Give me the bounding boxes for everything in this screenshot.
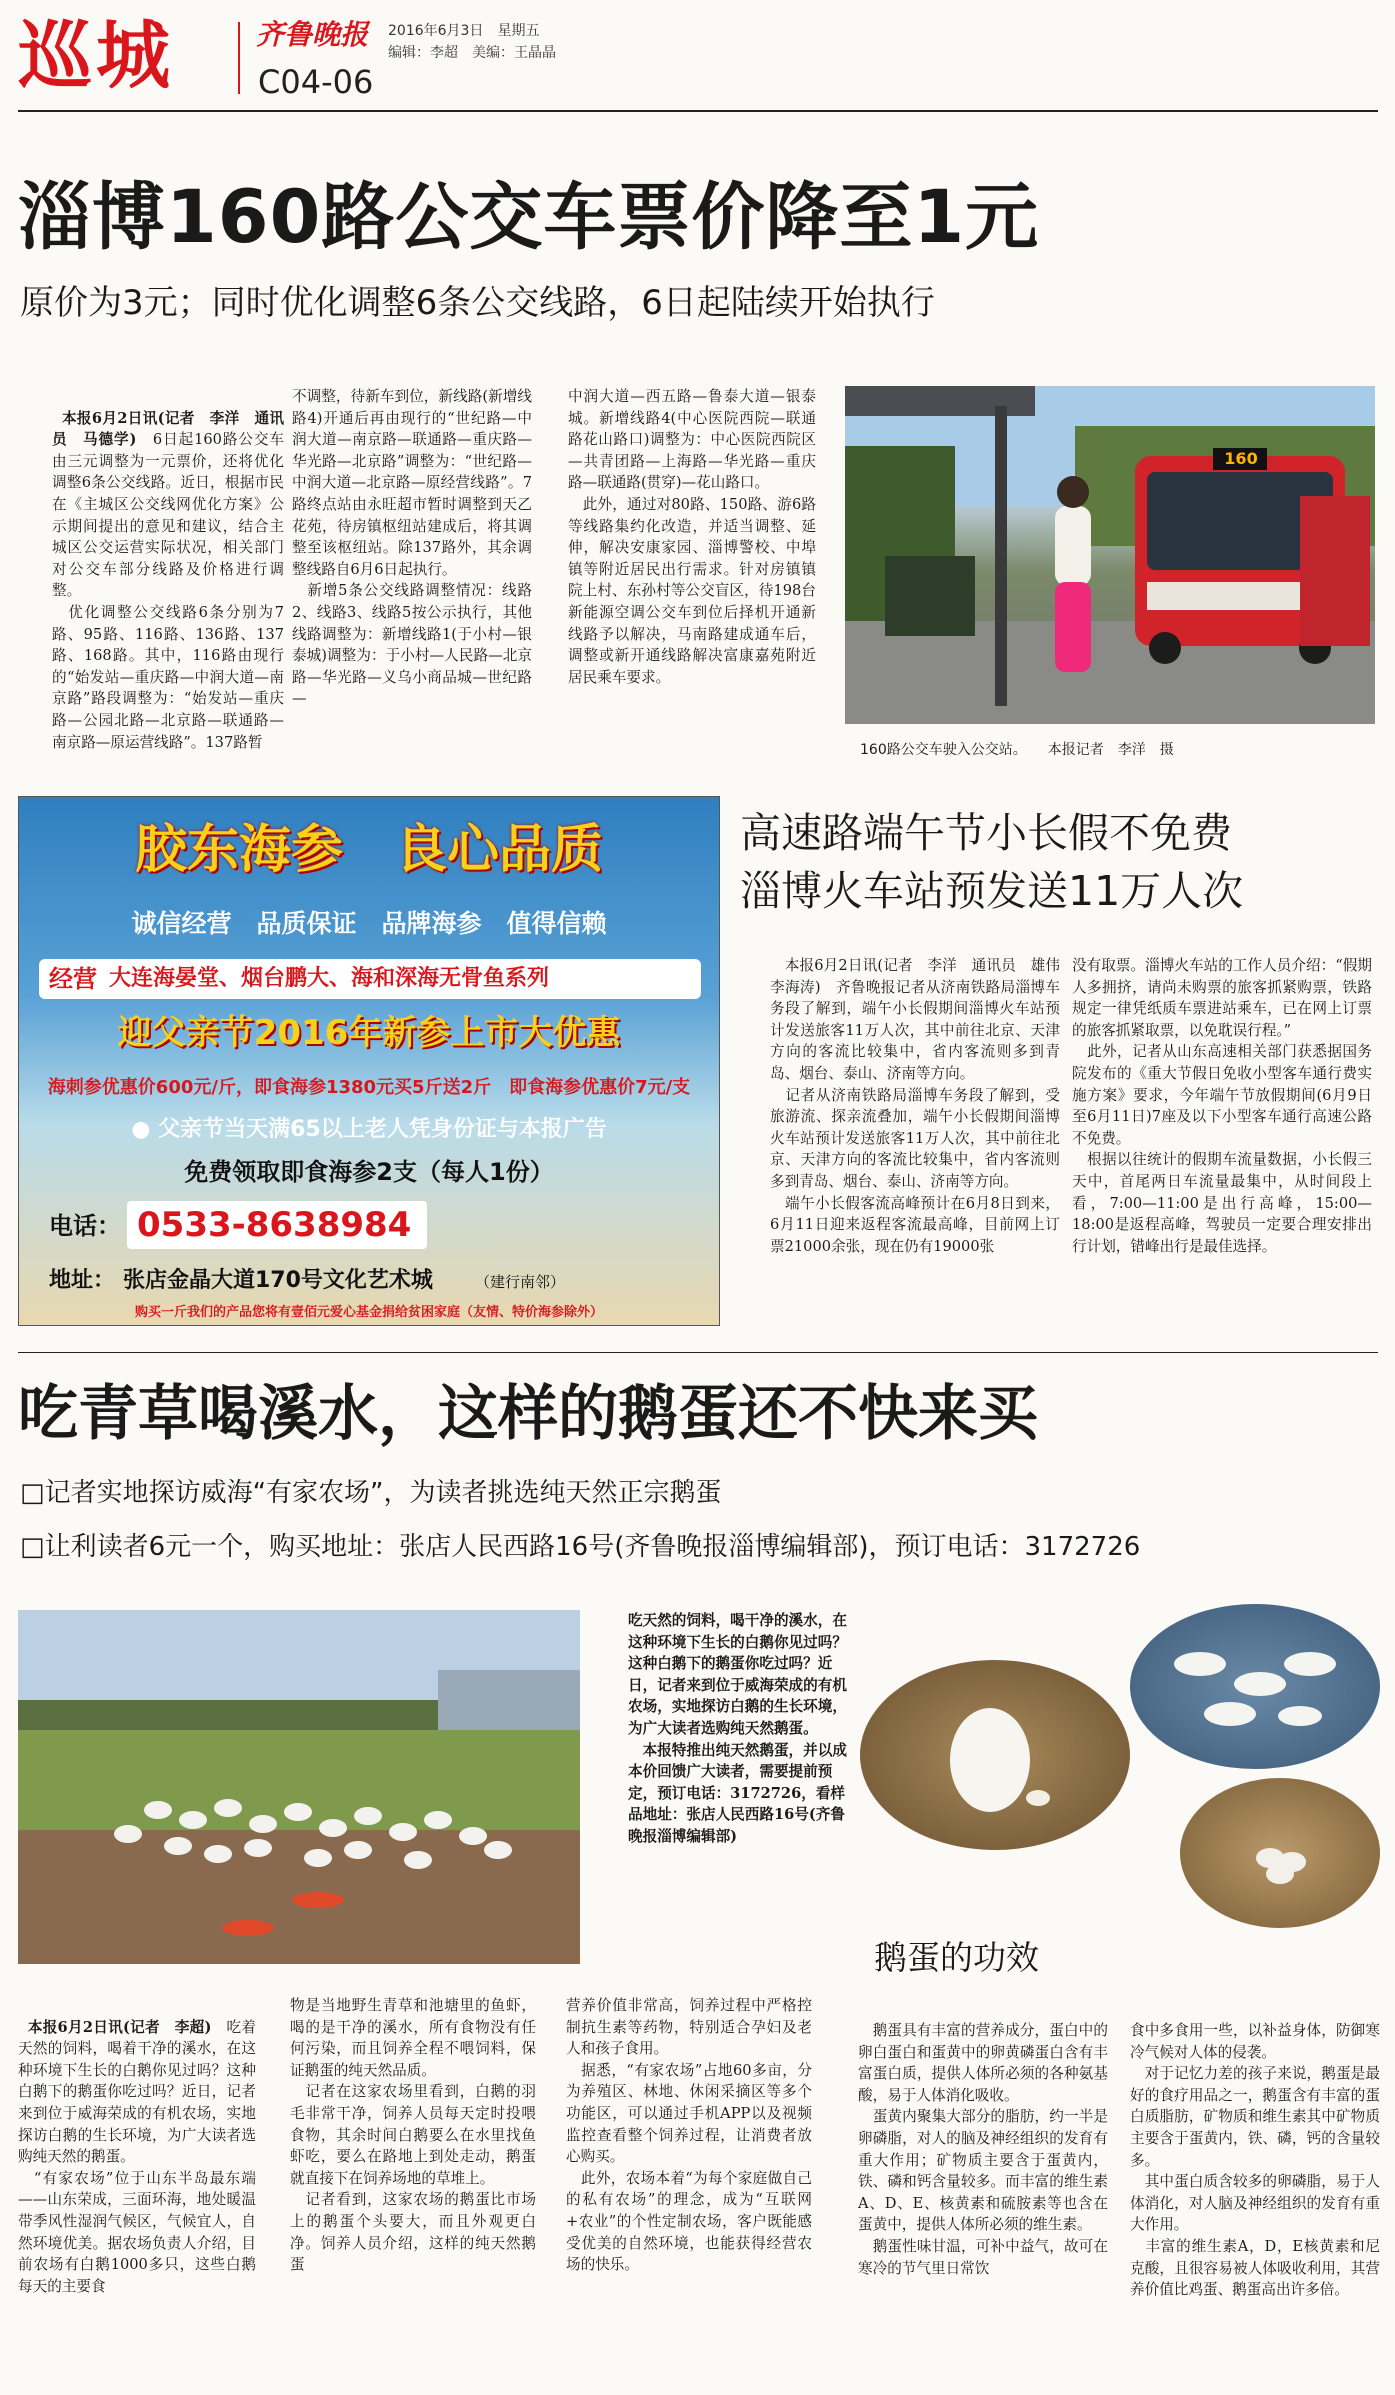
story3-column-5: 食中多食用一些，以补益身体，防御寒冷气候对人体的侵袭。 对于记忆力差的孩子来说，鹅蛋是最好的食疗用品之一，鹅蛋含有丰富的蛋白质脂肪，矿物质和维生素其中矿物质主要含于蛋黄内，铁、磷，钙的含量较多。 其中蛋白质含较多的卵磷脂，易于人体消化，对人脑及神经组织的发育有重大作用。 丰富的维生素A，D，E核黄素和尼克酸，且很容易被人体吸收利用，其营养价值比鸡蛋、鹅蛋高出许多倍。: [1130, 2022, 1380, 2299]
ad-address: 张店金晶大道170号文化艺术城: [123, 1268, 433, 1293]
ad-tel-box: [127, 1201, 427, 1249]
ad-footnote: 购买一斤我们的产品您将有壹佰元爱心基金捐给贫困家庭（友情、特价海参除外）: [134, 1305, 603, 1320]
newspaper-logo: 齐鲁晚报: [256, 18, 369, 51]
ad-address-note: （建行南邻）: [475, 1273, 566, 1291]
ad-tel-label: 电话：: [49, 1212, 121, 1240]
ad-free-offer: 免费领取即食海参2支（每人1份）: [184, 1158, 554, 1186]
ad-headline: 胶东海参 良心品质: [134, 819, 603, 880]
bus-route-sign: 160: [1224, 449, 1258, 468]
goose-egg-benefits-title: 鹅蛋的功效: [874, 1938, 1039, 1977]
ad-brands-box: [39, 959, 701, 999]
story2-column-2: 没有取票。淄博火车站的工作人员介绍：“假期人多拥挤，请尚未购票的旅客抓紧购票，铁路规定一律凭纸质车票进站乘车，已在网上订票的旅客抓紧取票，以免耽误行程。” 此外，记者从山东高速相关部门获悉据国务院发布的《重大节假日免收小型客车通行费实施方案》要求，今年端午节放假期间(6月9日至6月11日)7座及以下小型客车通行高速公路不免费。 根据以往统计的假期车流量数据，小长假三天中，首尾两日车流量最集中，从时间段上看，7:00—11:00是出行高峰，15:00—18:00是返程高峰，驾驶员一定要合理安排出行计划，错峰出行是最佳选择。: [1072, 957, 1372, 1255]
story2-column-1: 本报6月2日讯(记者 李洋 通讯员 雄伟 李海涛) 齐鲁晚报记者从济南铁路局淄博车务段了解到，端午小长假期间淄博火车站预计发送旅客11万人次，其中前往北京、天津方向的客流比较集中，省内客流则多到青岛、烟台、泰山、济南等方向。 记者从济南铁路局淄博车务段了解到，受旅游流、探亲流叠加，端午小长假期间淄博火车站预计发送旅客11万人次，其中前往北京、天津方向的客流比较集中，省内客流则多到青岛、烟台、泰山、济南等方向。 端午小长假客流高峰预计在6月8日到来，6月11日迎来返程客流最高峰，目前网上订票21000余张，现在仍有19000张: [770, 957, 1060, 1255]
ad-senior-offer: ● 父亲节当天满65以上老人凭身份证与本报广告: [131, 1117, 607, 1142]
ad-promo: 迎父亲节2016年新参上市大优惠: [117, 1013, 621, 1053]
story1-subhead: 原价为3元；同时优化调整6条公交线路，6日起陆续开始执行: [20, 283, 935, 323]
story1-byline: 本报6月2日讯(记者 李洋 通讯员 马德学): [52, 409, 285, 449]
page-number: C04-06: [258, 63, 374, 101]
ad-brands-label: 经营: [49, 965, 97, 993]
story3-column-2: 物是当地野生青草和池塘里的鱼虾，喝的是干净的溪水，所有食物没有任何污染，而且饲养全程不喂饲料，保证鹅蛋的纯天然品质。 记者在这家农场里看到，白鹅的羽毛非常干净，饲养人员每天定时投喂食物，其余时间白鹅要么在水里找鱼虾吃，要么在路地上到处走动，鹅蛋就直接下在饲养场地的草堆上。 记者看到，这家农场的鹅蛋比市场上的鹅蛋个头要大，而且外观更白净。饲养人员介绍，这样的纯天然鹅蛋: [290, 1997, 536, 2274]
ad-slogan: 诚信经营 品质保证 品牌海参 值得信赖: [131, 909, 607, 938]
story1-column-1: [52, 386, 284, 772]
goose-eggs-photo: [1180, 1778, 1380, 1928]
story1-column-1-text: 6日起160路公交车由三元调整为一元票价，还将优化调整6条公交线路。近日，根据市民在《主城区公交线网优化方案》公示期间提出的意见和建议，结合主城区公交运营实际状况，相关部门对公交车部分线路及价格进行调整。 优化调整公交线路6条分别为7路、95路、116路、136路、137路、168路。其中，116路由现行的“始发站—重庆路—中润大道—南京路”路段调整为：“始发站—重庆路—公园北路—北京路—联通路—南京路—原运营线路”。137路暂: [52, 431, 285, 751]
story3-column-3: 营养价值非常高，饲养过程中严格控制抗生素等药物，特别适合孕妇及老人和孩子食用。 据悉，“有家农场”占地60多亩，分为养殖区、林地、休闲采摘区等多个功能区，可以通过手机APP以及视频监控查看整个饲养过程，让消费者放心购买。 此外，农场本着“为每个家庭做自己的私有农场”的理念，成为“互联网+农业”的个性定制农场，客户既能感受优美的自然环境，也能获得经营农场的快乐。: [566, 1997, 812, 2274]
story3-column-4: 鹅蛋具有丰富的营养成分，蛋白中的卵白蛋白和蛋黄中的卵黄磷蛋白含有丰富蛋白质，提供人体所必须的各种氨基酸，易于人体消化吸收。 蛋黄内聚集大部分的脂肪，约一半是卵磷脂，对人的脑及神经组织的发育有重大作用；矿物质主要含于蛋黄内，铁、磷和钙含量较多。而丰富的维生素A、D、E、核黄素和硫胺素等也含在蛋黄中，提供人体所必须的维生素。 鹅蛋性味甘温，可补中益气，故可在寒冷的节气里日常饮: [858, 2022, 1108, 2277]
issue-date: 2016年6月3日 星期五: [388, 23, 540, 39]
story2-headline-2: 淄博火车站预发送11万人次: [740, 867, 1244, 915]
sea-cucumber-ad: [18, 796, 720, 1326]
story3-column-1-text: 吃着天然的饲料，喝着干净的溪水，在这种环境下生长的白鹅你见过吗？这种白鹅下的鹅蛋你吃过吗？近日，记者来到位于威海荣成的有机农场，实地探访白鹅的生长环境，为广大读者选购纯天然的鹅蛋。 “有家农场”位于山东半岛最东端——山东荣成，三面环海，地处暖温带季风性湿润气候区，气候宜人，自然环境优美。据农场负责人介绍，目前农场有白鹅1000多只，这些白鹅每天的主要食: [18, 2018, 256, 2295]
masthead: [0, 0, 1395, 112]
section-rule: [18, 1352, 1378, 1353]
story3-headline: 吃青草喝溪水，这样的鹅蛋还不快来买: [18, 1379, 1038, 1449]
bus-photo-caption: 160路公交车驶入公交站。 本报记者 李洋 摄: [860, 742, 1174, 758]
ad-prices: 海刺参优惠价600元/斤，即食海参1380元买5斤送2斤 即食海参优惠价7元/支: [47, 1077, 691, 1098]
swimming-geese-photo: [1130, 1604, 1380, 1769]
section-title: 巡城: [18, 13, 174, 99]
editors-line: 编辑：李超 美编：王晶晶: [388, 45, 556, 61]
story3-column-1: [18, 1995, 256, 2390]
story3-subhead-2: □让利读者6元一个，购买地址：张店人民西路16号(齐鲁晚报淄博编辑部)，预订电话：3172726: [20, 1532, 1141, 1562]
story2-headline-1: 高速路端午节小长假不免费: [740, 809, 1232, 857]
ad-address-label: 地址：: [49, 1268, 116, 1293]
story3-intro: 吃天然的饲料，喝干净的溪水，在这种环境下生长的白鹅你见过吗？这种白鹅下的鹅蛋你吃过吗？近日，记者来到位于威海荣成的有机农场，实地探访白鹅的生长环境，为广大读者选购纯天然鹅蛋。 本报特推出纯天然鹅蛋，并以成本价回馈广大读者，需要提前预定，预订电话：3172726，看样品地址：张店人民西路16号(齐鲁晚报淄博编辑部): [628, 1612, 847, 1845]
story1-column-3: 中润大道—西五路—鲁泰大道—银泰城。新增线路4(中心医院西院—联通路花山路口)调整为：中心医院西院区—共青团路—上海路—华光路—重庆路—联通路(贯穿)—花山路口。 此外，通过对80路、150路、游6路等线路集约化改造，并适当调整、延伸，解决安康家园、淄博警校、中埠镇等附近居民出行需求。针对房镇镇院上村、东孙村等公交盲区，待198台新能源空调公交车到位后择机开通新线路予以解决，马南路建成通车后，调整或新开通线路解决富康嘉苑附近居民乘车要求。: [568, 388, 816, 686]
story1-column-2: 不调整，待新车到位，新线路(新增线路4)开通后再由现行的“世纪路—中润大道—南京路—联通路—重庆路—华光路—北京路”调整为：“世纪路—中润大道—北京路—原经营线路”。7路终点站由永旺超市暂时调整到天乙花苑，待房镇枢纽站建成后，将其调整至该枢纽站。除137路外，其余调整线路自6月6日起执行。 新增5条公交线路调整情况：线路2、线路3、线路5按公示执行，其他线路调整为：新增线路1(于小村—银泰城)调整为：于小村—人民路—北京路—华光路—义乌小商品城—世纪路—: [292, 388, 532, 708]
story1-headline: 淄博160路公交车票价降至1元: [18, 175, 1040, 260]
goose-on-nest-photo: [860, 1660, 1130, 1850]
ad-brands: 大连海晏堂、烟台鹏大、海和深海无骨鱼系列: [109, 966, 550, 991]
bus-photo: [845, 386, 1375, 724]
masthead-divider: [238, 22, 240, 94]
ad-tel: 0533-8638984: [137, 1205, 412, 1245]
masthead-rule: [18, 110, 1378, 112]
goose-farm-photo: [18, 1610, 580, 1964]
story3-subhead-1: □记者实地探访威海“有家农场”，为读者挑选纯天然正宗鹅蛋: [20, 1478, 722, 1508]
story3-byline: 本报6月2日讯(记者 李超): [27, 2018, 212, 2036]
